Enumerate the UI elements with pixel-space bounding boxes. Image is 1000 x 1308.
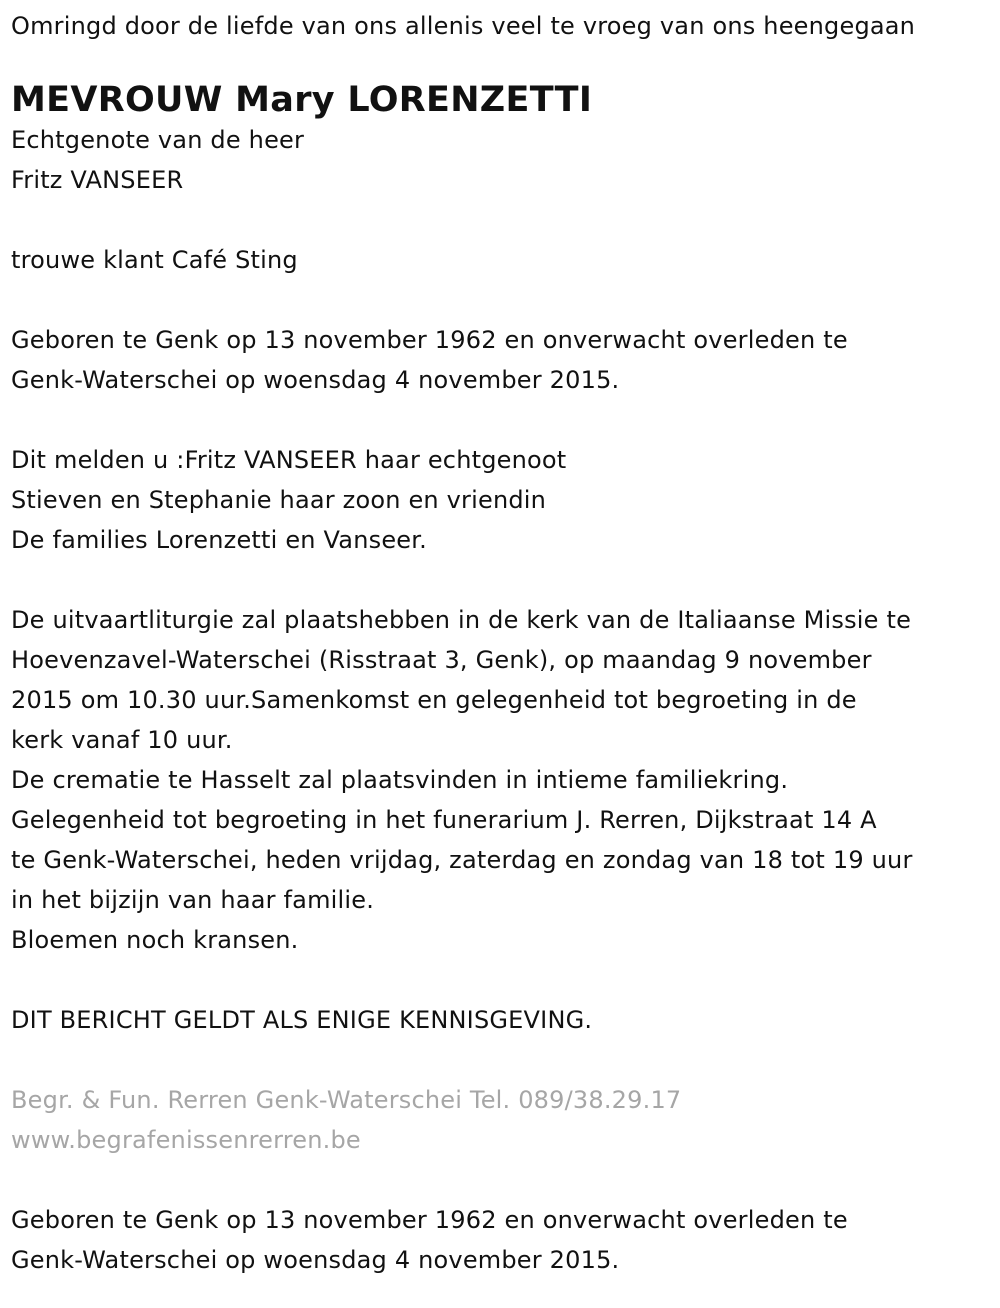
birth-death-line: Genk-Waterschei op woensdag 4 november 2015. [11, 366, 620, 394]
relation-line: Echtgenote van de heer [11, 126, 305, 154]
announcer-line: Dit melden u :Fritz VANSEER haar echtgenoot [11, 446, 567, 474]
deceased-name: MEVROUW Mary LORENZETTI [11, 80, 593, 120]
ceremony-line: Gelegenheid tot begroeting in het funerarium J. Rerren, Dijkstraat 14 A [11, 806, 877, 834]
announcer-line: Stieven en Stephanie haar zoon en vriendin [11, 486, 547, 514]
official-notice: DIT BERICHT GELDT ALS ENIGE KENNISGEVING. [11, 1006, 593, 1034]
announcer-line: De families Lorenzetti en Vanseer. [11, 526, 427, 554]
birth-death-line-repeat: Genk-Waterschei op woensdag 4 november 2015. [11, 1246, 620, 1274]
ceremony-line: in het bijzijn van haar familie. [11, 886, 375, 914]
ceremony-line: De uitvaartliturgie zal plaatshebben in de kerk van de Italiaanse Missie te [11, 606, 912, 634]
ceremony-line: De crematie te Hasselt zal plaatsvinden in intieme familiekring. [11, 766, 789, 794]
ceremony-line: kerk vanaf 10 uur. [11, 726, 233, 754]
ceremony-line: Hoevenzavel-Waterschei (Risstraat 3, Genk), op maandag 9 november [11, 646, 872, 674]
spouse-name: Fritz VANSEER [11, 166, 184, 194]
customer-note: trouwe klant Café Sting [11, 246, 298, 274]
ceremony-line: te Genk-Waterschei, heden vrijdag, zaterdag en zondag van 18 tot 19 uur [11, 846, 913, 874]
funeral-home-contact: Begr. & Fun. Rerren Genk-Waterschei Tel. 089/38.29.17 [11, 1086, 682, 1114]
obituary-notice [11, 0, 996, 1280]
ceremony-line: Bloemen noch kransen. [11, 926, 299, 954]
birth-death-line: Geboren te Genk op 13 november 1962 en onverwacht overleden te [11, 326, 848, 354]
birth-death-line-repeat: Geboren te Genk op 13 november 1962 en onverwacht overleden te [11, 1206, 848, 1234]
funeral-home-website: www.begrafenissenrerren.be [11, 1126, 361, 1154]
intro-line: Omringd door de liefde van ons allenis veel te vroeg van ons heengegaan [11, 12, 916, 40]
ceremony-line: 2015 om 10.30 uur.Samenkomst en gelegenheid tot begroeting in de [11, 686, 857, 714]
